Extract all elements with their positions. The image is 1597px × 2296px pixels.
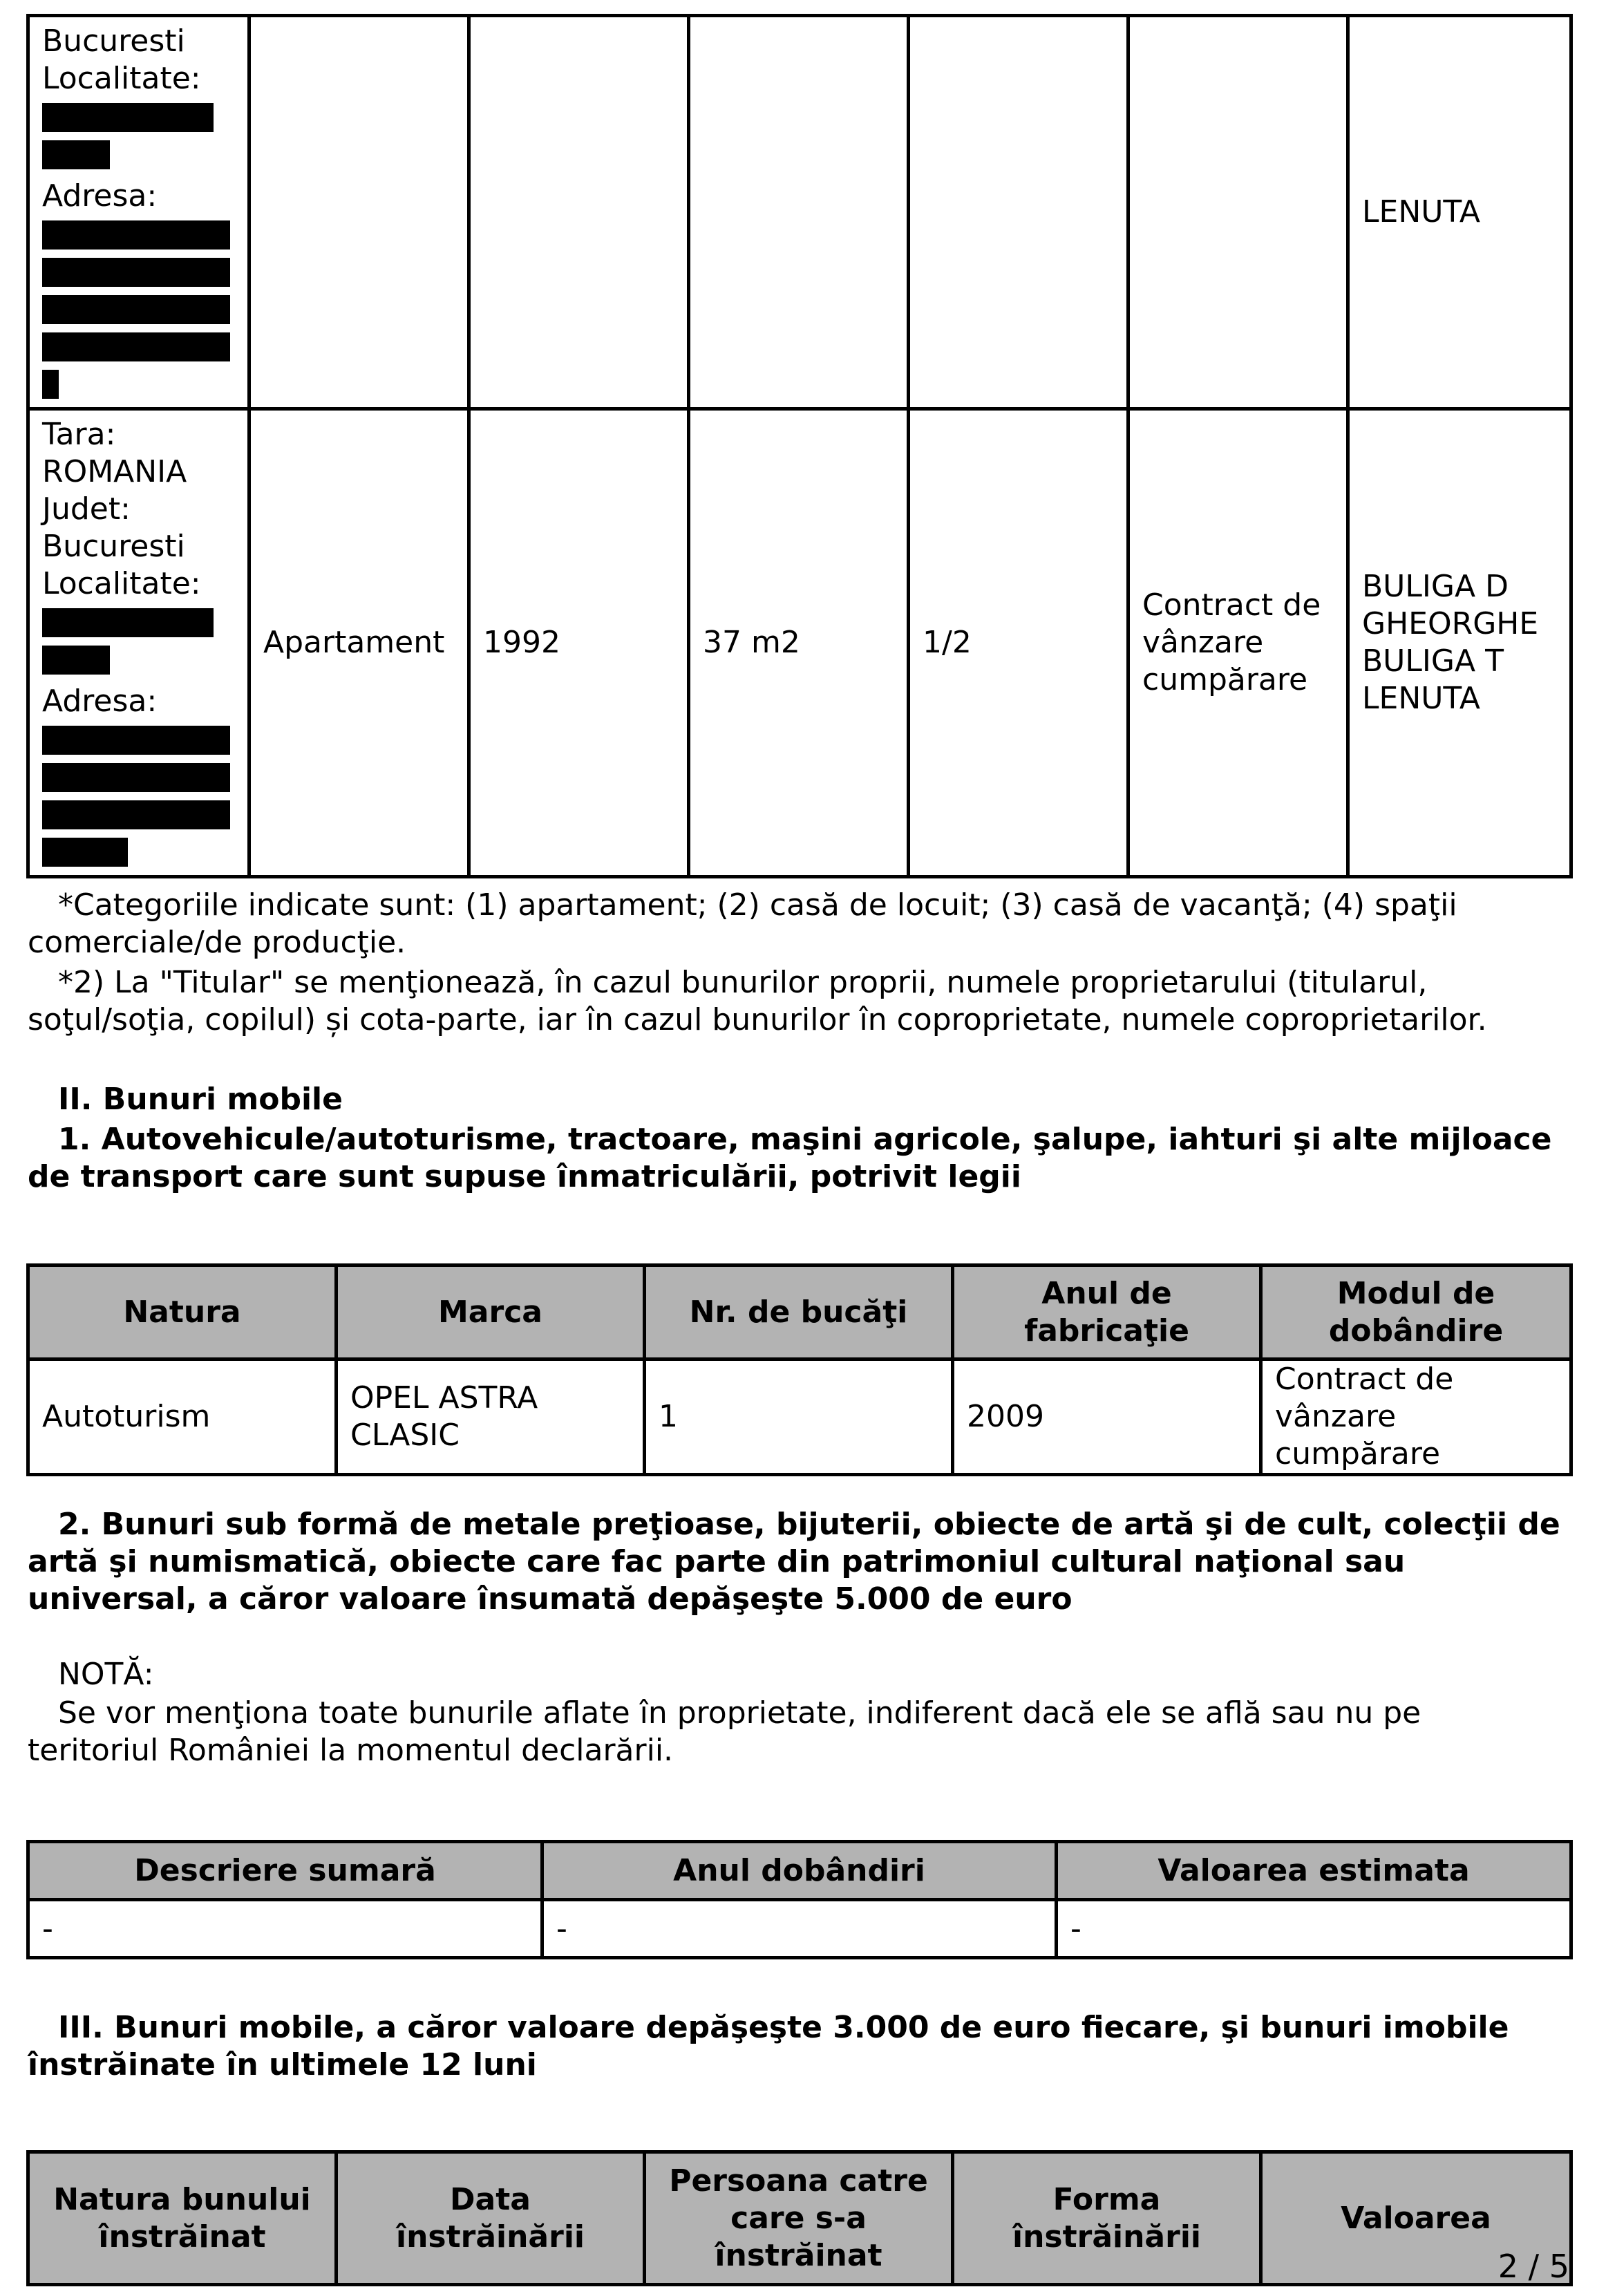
table-row [28, 1900, 1571, 1958]
section-title: II. Bunuri mobile [58, 1082, 343, 1117]
column-header: Natura bunului înstrăinat [28, 2152, 337, 2285]
country-label: Tara: [42, 417, 116, 452]
redaction-bar [42, 332, 230, 361]
location-cell [28, 16, 249, 409]
titular-line: GHEORGHE [1362, 606, 1539, 641]
subsection-title: 1. Autovehicule/autoturisme, tractoare, maşini agricole, şalupe, iahturi şi alte mijloace de transport care sunt supuse înmatriculării, potrivit legii [28, 1122, 1552, 1194]
valuables-table [26, 1840, 1573, 1959]
table-cell: Contract de vânzare cumpărare [1261, 1359, 1571, 1475]
table-header-row [28, 1842, 1571, 1900]
column-header: Modul de dobândire [1261, 1265, 1571, 1359]
redaction-bar [42, 800, 230, 829]
category-note: *Categoriile indicate sunt: (1) apartament; (2) casă de locuit; (3) casă de vacanţă; (4) spaţii comerciale/de producţie. [28, 887, 1457, 960]
column-header: Marca [337, 1265, 645, 1359]
table-cell: - [542, 1900, 1057, 1958]
location-line: Bucuresti [42, 23, 185, 59]
page-number: 2 / 5 [1497, 2248, 1569, 2285]
titular-line: BULIGA T [1362, 643, 1504, 679]
table-row [28, 16, 1571, 409]
column-header: Anul dobândiri [542, 1842, 1057, 1900]
section-title: III. Bunuri mobile, a căror valoare depăşeşte 3.000 de euro fiecare, şi bunuri imobile înstrăinate în ultimele 12 luni [28, 2010, 1509, 2082]
redaction-bar [42, 220, 230, 250]
column-header: Data înstrăinării [337, 2152, 645, 2285]
redaction-bar [42, 726, 230, 755]
county-value: Bucuresti [42, 529, 185, 564]
redaction-bar [42, 295, 230, 324]
year-cell: 1992 [469, 409, 689, 877]
redaction-bar [42, 763, 230, 792]
redaction-bar [42, 103, 214, 132]
mode-line: cumpărare [1142, 662, 1308, 697]
area-cell: 37 m2 [689, 409, 909, 877]
table-cell: Autoturism [28, 1359, 337, 1475]
address-label: Adresa: [42, 684, 158, 719]
nota-text: Se vor menţiona toate bunurile aflate în proprietate, indiferent dacă ele se află sau nu pe teritoriul României la momentul declarării. [28, 1695, 1421, 1768]
column-header: Anul de fabricaţie [953, 1265, 1261, 1359]
acquisition-mode-cell [1128, 409, 1348, 877]
column-header: Natura [28, 1265, 337, 1359]
titular-line: LENUTA [1362, 681, 1480, 716]
alienated-assets-table [26, 2150, 1573, 2286]
column-header: Valoarea estimata [1057, 1842, 1571, 1900]
column-header: Persoana catre care s-a înstrăinat [645, 2152, 953, 2285]
mode-line: Contract de [1142, 587, 1321, 623]
redaction-bar [42, 258, 230, 287]
table-header-row [28, 2152, 1571, 2285]
table-row [28, 1359, 1571, 1475]
titular-line: BULIGA D [1362, 569, 1509, 604]
table-cell: 2009 [953, 1359, 1261, 1475]
vehicles-table [26, 1263, 1573, 1476]
real-estate-table [26, 14, 1573, 878]
redaction-bar [42, 608, 214, 637]
column-header: Nr. de bucăţi [645, 1265, 953, 1359]
column-header: Valoarea [1261, 2152, 1571, 2285]
redaction-bar [42, 646, 110, 675]
nota-label: NOTĂ: [58, 1657, 154, 1692]
titular-note: *2) La "Titular" se menţionează, în cazul bunurilor proprii, numele proprietarului (titularul, soţul/soţia, copilul) și cota-parte, iar în cazul bunurilor în coproprietate, numele coproprietarilor. [28, 965, 1487, 1037]
redaction-bar [42, 370, 59, 399]
county-label: Judet: [42, 491, 131, 527]
table-cell: - [28, 1900, 542, 1958]
titular-cell: LENUTA [1348, 16, 1571, 409]
column-header: Forma înstrăinării [953, 2152, 1261, 2285]
column-header: Descriere sumară [28, 1842, 542, 1900]
table-row [28, 409, 1571, 877]
table-header-row [28, 1265, 1571, 1359]
mode-line: vânzare [1142, 625, 1264, 660]
subsection-title: 2. Bunuri sub formă de metale preţioase, bijuterii, obiecte de artă şi de cult, colecţii de artă şi numismatică, obiecte care fac parte din patrimoniul cultural naţional sau universal, a căror valoare însumată depăşeşte 5.000 de euro [28, 1507, 1560, 1617]
share-cell: 1/2 [909, 409, 1128, 877]
address-label: Adresa: [42, 178, 158, 214]
country-value: ROMANIA [42, 454, 187, 489]
table-cell: 1 [645, 1359, 953, 1475]
redaction-bar [42, 838, 128, 867]
table-cell: - [1057, 1900, 1571, 1958]
locality-label: Localitate: [42, 566, 201, 601]
category-cell: Apartament [249, 409, 469, 877]
table-cell: OPEL ASTRA CLASIC [337, 1359, 645, 1475]
redaction-bar [42, 140, 110, 169]
titular-cell [1348, 409, 1571, 877]
location-line: Localitate: [42, 61, 201, 96]
location-cell [28, 409, 249, 877]
